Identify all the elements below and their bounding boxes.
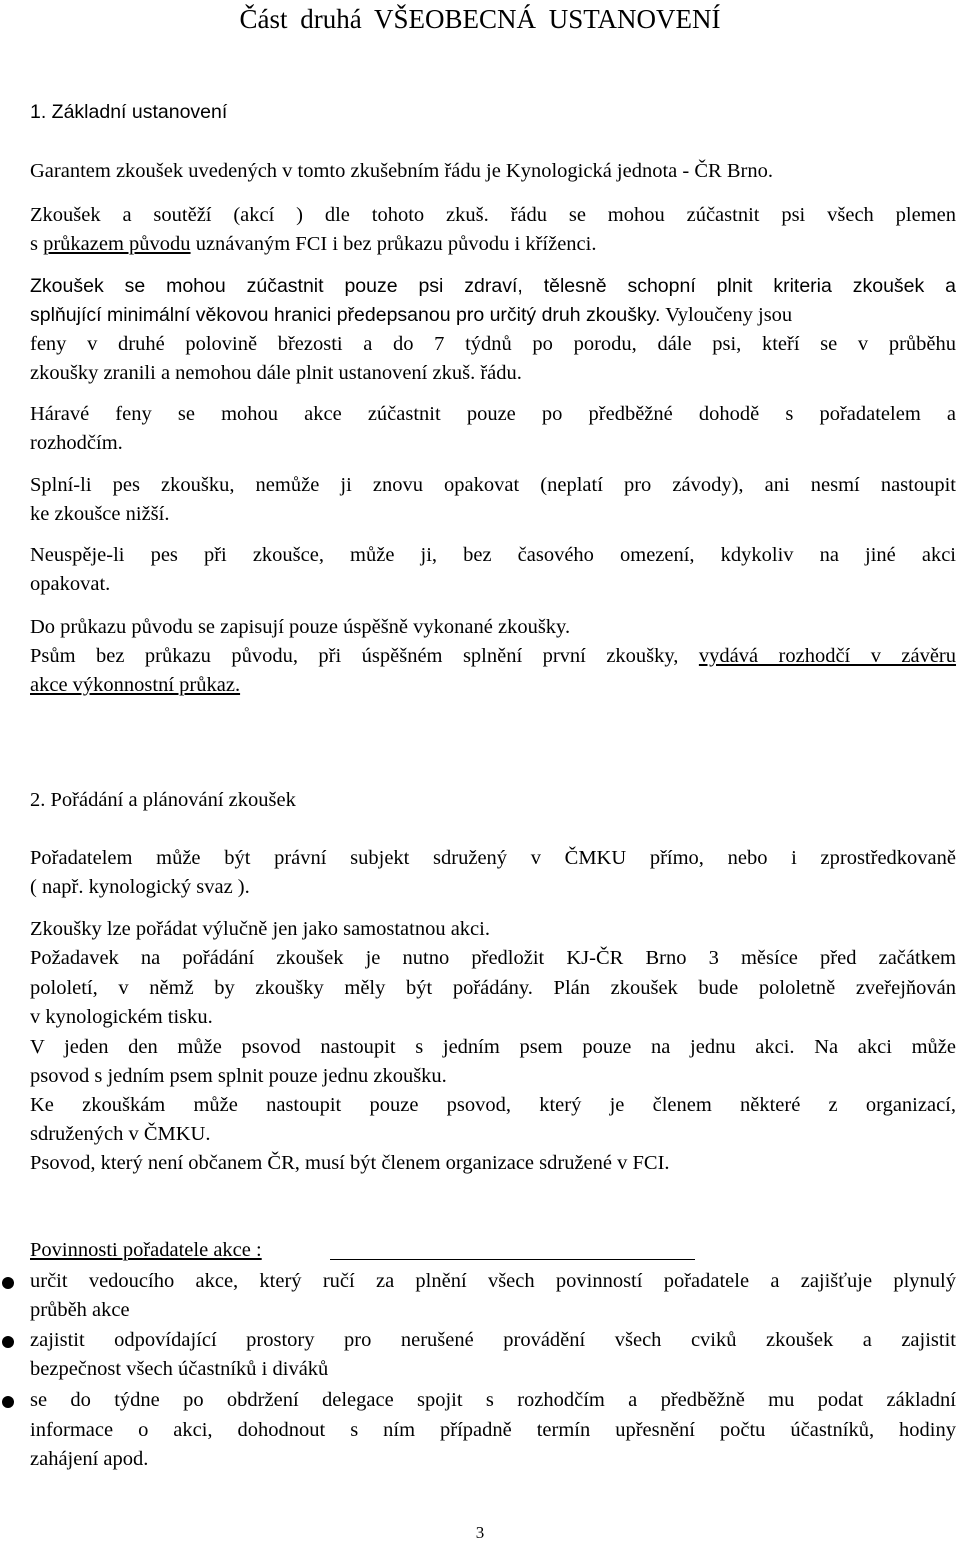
s1-paragraph-2-line-1: Zkoušek a soutěží (akcí ) dle tohoto zkuš. řádu se mohou zúčastnit psi všech plemen <box>30 204 956 226</box>
heading-underline-rule <box>330 1259 695 1260</box>
s1-paragraph-4-line-2: rozhodčím. <box>30 432 123 454</box>
duty-item-3-line-3: zahájení apod. <box>30 1448 149 1470</box>
s2-paragraph-4-line-2: psovod s jedním psem splnit pouze jednu zkoušku. <box>30 1065 447 1087</box>
bullet-icon <box>2 1336 14 1348</box>
s1-paragraph-5-line-2: ke zkoušce nižší. <box>30 503 170 525</box>
s2-paragraph-1-line-2: ( např. kynologický svaz ). <box>30 876 250 898</box>
s1-paragraph-8-line-2: akce výkonnostní průkaz. <box>30 674 241 696</box>
s2-paragraph-4-line-1: V jeden den může psovod nastoupit s jedním psem pouze na jednu akci. Na akci může <box>30 1036 956 1058</box>
s1-paragraph-3-line-1: Zkoušek se mohou zúčastnit pouze psi zdraví, tělesně schopní plnit kriteria zkoušek a <box>30 275 956 297</box>
duty-item-1-line-1: určit vedoucího akce, který ručí za plnění všech povinností pořadatele a zajišťuje plynulý <box>30 1270 956 1292</box>
s1-paragraph-5-line-1: Splní-li pes zkoušku, nemůže ji znovu opakovat (neplatí pro závody), ani nesmí nastoupit <box>30 474 956 496</box>
duty-item-2-line-1: zajistit odpovídající prostory pro nerušené provádění všech cviků zkoušek a zajistit <box>30 1329 956 1351</box>
duties-heading: Povinnosti pořadatele akce : <box>30 1239 262 1261</box>
page-number: 3 <box>475 1523 485 1542</box>
s2-paragraph-5-line-1: Ke zkouškám může nastoupit pouze psovod, který je členem některé z organizací, <box>30 1094 956 1116</box>
s1-paragraph-2-line-2: s průkazem původu uznávaným FCI i bez průkazu původu i kříženci. <box>30 233 597 255</box>
page-title: Část druhá VŠEOBECNÁ USTANOVENÍ <box>239 4 721 34</box>
s1-paragraph-3-line-4: zkoušky zranili a nemohou dále plnit ustanovení zkuš. řádu. <box>30 362 522 384</box>
duty-item-2-line-2: bezpečnost všech účastníků i diváků <box>30 1358 329 1380</box>
s1-paragraph-6-line-2: opakovat. <box>30 573 111 595</box>
section-1-heading: 1. Základní ustanovení <box>30 101 228 123</box>
s1-paragraph-7: Do průkazu původu se zapisují pouze úspěšně vykonané zkoušky. <box>30 616 571 638</box>
underlined-text: průkazem původu <box>43 233 191 255</box>
section-2-heading: 2. Pořádání a plánování zkoušek <box>30 789 296 811</box>
s2-paragraph-5-line-2: sdružených v ČMKU. <box>30 1123 211 1145</box>
s2-paragraph-2: Zkoušky lze pořádat výlučně jen jako samostatnou akci. <box>30 918 490 940</box>
s2-paragraph-6: Psovod, který není občanem ČR, musí být členem organizace sdružené v FCI. <box>30 1152 670 1174</box>
s2-paragraph-1-line-1: Pořadatelem může být právní subjekt sdružený v ČMKU přímo, nebo i zprostředkovaně <box>30 847 956 869</box>
s2-paragraph-3-line-1: Požadavek na pořádání zkoušek je nutno předložit KJ-ČR Brno 3 měsíce před začátkem <box>30 947 956 969</box>
bullet-icon <box>2 1396 14 1408</box>
s1-paragraph-3-line-2: splňující minimální věkovou hranici předepsanou pro určitý druh zkoušky. Vyloučeny jsou <box>30 304 793 326</box>
bullet-icon <box>2 1277 14 1289</box>
s2-paragraph-3-line-3: v kynologickém tisku. <box>30 1006 213 1028</box>
s1-paragraph-8-line-1: Psům bez průkazu původu, při úspěšném splnění první zkoušky, vydává rozhodčí v závěru <box>30 645 957 667</box>
s1-paragraph-1: Garantem zkoušek uvedených v tomto zkušebním řádu je Kynologická jednota - ČR Brno. <box>30 160 773 182</box>
s1-paragraph-6-line-1: Neuspěje-li pes při zkoušce, může ji, bez časového omezení, kdykoliv na jiné akci <box>30 544 956 566</box>
duty-item-3-line-1: se do týdne po obdržení delegace spojit s rozhodčím a předběžně mu podat základní <box>30 1389 956 1411</box>
s1-paragraph-3-line-3: feny v druhé polovině březosti a do 7 týdnů po porodu, dále psi, kteří se v průběhu <box>30 333 956 355</box>
s1-paragraph-4-line-1: Háravé feny se mohou akce zúčastnit pouze po předběžné dohodě s pořadatelem a <box>30 403 956 425</box>
duty-item-1-line-2: průběh akce <box>30 1299 130 1321</box>
duty-item-3-line-2: informace o akci, dohodnout s ním případně termín upřesnění počtu účastníků, hodiny <box>30 1419 956 1441</box>
s2-paragraph-3-line-2: pololetí, v němž by zkoušky měly být pořádány. Plán zkoušek bude pololetně zveřejňován <box>30 977 956 999</box>
